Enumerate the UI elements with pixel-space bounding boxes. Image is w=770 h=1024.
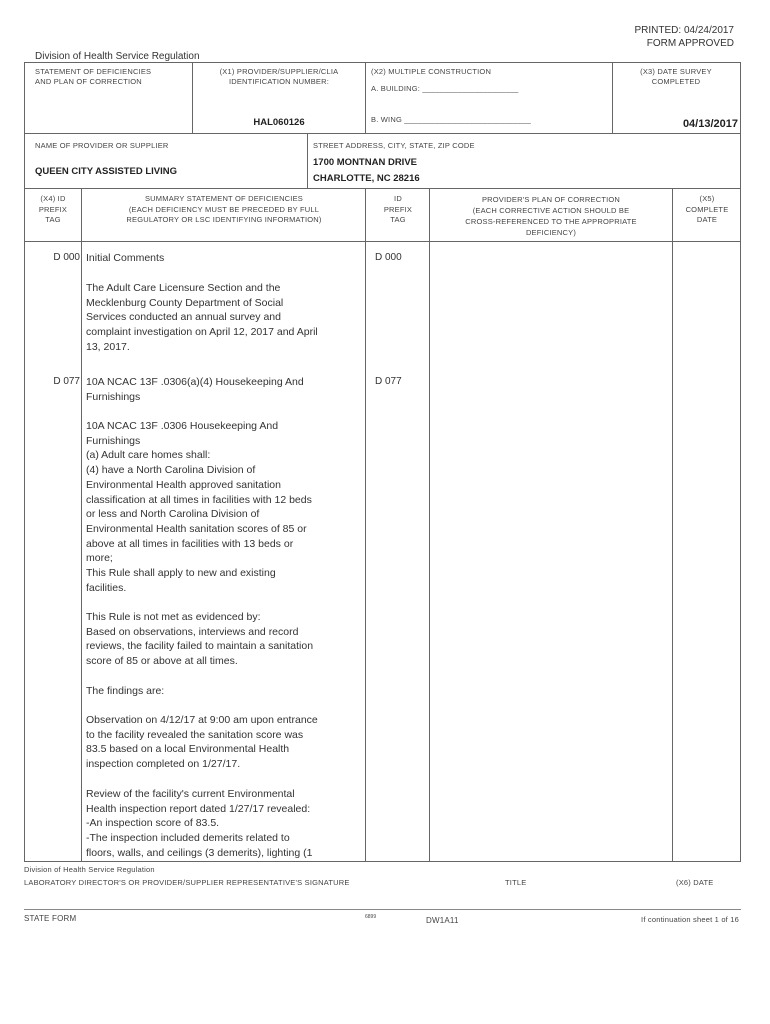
division-title: Division of Health Service Regulation	[35, 51, 200, 62]
paragraph-intro: The Adult Care Licensure Section and the Mecklenburg County Department of Social Services conducted an annual survey and complaint investigation on April 12, 2017 and April 13, 2017.	[86, 282, 318, 353]
statement-label: STATEMENT OF DEFICIENCIES AND PLAN OF CORRECTION	[35, 67, 152, 86]
form-approved: FORM APPROVED	[646, 38, 734, 49]
continuation-label: If continuation sheet 1 of 16	[641, 915, 739, 924]
form-code-small: 6899	[365, 914, 377, 920]
provider-name: QUEEN CITY ASSISTED LIVING	[35, 166, 177, 177]
address-line1: 1700 MONTNAN DRIVE	[313, 157, 417, 168]
x3-label: (X3) DATE SURVEY COMPLETED	[640, 67, 712, 86]
paragraph-observation: Observation on 4/12/17 at 9:00 am upon entrance to the facility revealed the sanitation score was 83.5 based on a local Environmental Health inspection completed on 1/27/17.	[86, 714, 318, 771]
footer-division: Division of Health Service Regulation	[24, 865, 155, 874]
x1-value: HAL060126	[253, 117, 305, 128]
state-form-label: STATE FORM	[24, 914, 77, 923]
x5-header: (X5) COMPLETE DATE	[685, 194, 729, 224]
initial-comments-heading: Initial Comments	[86, 252, 165, 264]
provider-label: NAME OF PROVIDER OR SUPPLIER	[35, 141, 169, 150]
x2-label: (X2) MULTIPLE CONSTRUCTION	[371, 67, 492, 76]
paragraph-review: Review of the facility's current Environmental Health inspection report dated 1/27/17 revealed: -An inspection score of 83.5. -The inspection included demerits related to floors, walls, and ceilings (3 demerits), lighting (1	[86, 788, 313, 859]
paragraph-findings: The findings are:	[86, 685, 165, 697]
signature-label: LABORATORY DIRECTOR'S OR PROVIDER/SUPPLIER REPRESENTATIVE'S SIGNATURE	[24, 878, 350, 887]
printed-date: PRINTED: 04/24/2017	[634, 25, 734, 36]
plan-header: PROVIDER'S PLAN OF CORRECTION (EACH CORRECTIVE ACTION SHOULD BE CROSS-REFERENCED TO THE APPROPRIATE DEFICIENCY)	[465, 195, 637, 237]
paragraph-rule: 10A NCAC 13F .0306 Housekeeping And Furnishings (a) Adult care homes shall: (4) have a North Carolina Division of Environmental Health approved sanitation classification at all times in facilities with 12 beds or less and North Carolina Division of Environmental Health sanitation scores of 85 or above at all times in facilities with 13 beds or more; This Rule shall apply to new and existing facilities.	[86, 420, 312, 594]
x1-label: (X1) PROVIDER/SUPPLIER/CLIA IDENTIFICATION NUMBER:	[219, 67, 339, 86]
x3-value: 04/13/2017	[682, 118, 738, 130]
building-field: A. BUILDING: ______________________	[371, 84, 519, 93]
tag-left-d077: D 077	[53, 376, 80, 387]
summary-header: SUMMARY STATEMENT OF DEFICIENCIES (EACH DEFICIENCY MUST BE PRECEDED BY FULL REGULATORY OR LSC IDENTIFYING INFORMATION)	[126, 194, 322, 224]
address-label: STREET ADDRESS, CITY, STATE, ZIP CODE	[313, 141, 475, 150]
x4-header: (X4) ID PREFIX TAG	[38, 194, 68, 224]
wing-field: B. WING _____________________________	[371, 115, 532, 124]
tag-left-d000: D 000	[53, 252, 80, 263]
tag-right-d077: D 077	[375, 376, 402, 387]
paragraph-not-met: This Rule is not met as evidenced by: Based on observations, interviews and record reviews, the facility failed to maintain a sanitation score of 85 or above at all times.	[86, 611, 314, 668]
title-label: TITLE	[505, 878, 527, 887]
id-header: ID PREFIX TAG	[383, 194, 413, 224]
x6-date-label: (X6) DATE	[676, 878, 714, 887]
address-line2: CHARLOTTE, NC 28216	[313, 173, 420, 184]
tag-right-d000: D 000	[375, 252, 402, 263]
d077-title: 10A NCAC 13F .0306(a)(4) Housekeeping And Furnishings	[86, 376, 304, 403]
form-code: DW1A11	[426, 916, 459, 925]
